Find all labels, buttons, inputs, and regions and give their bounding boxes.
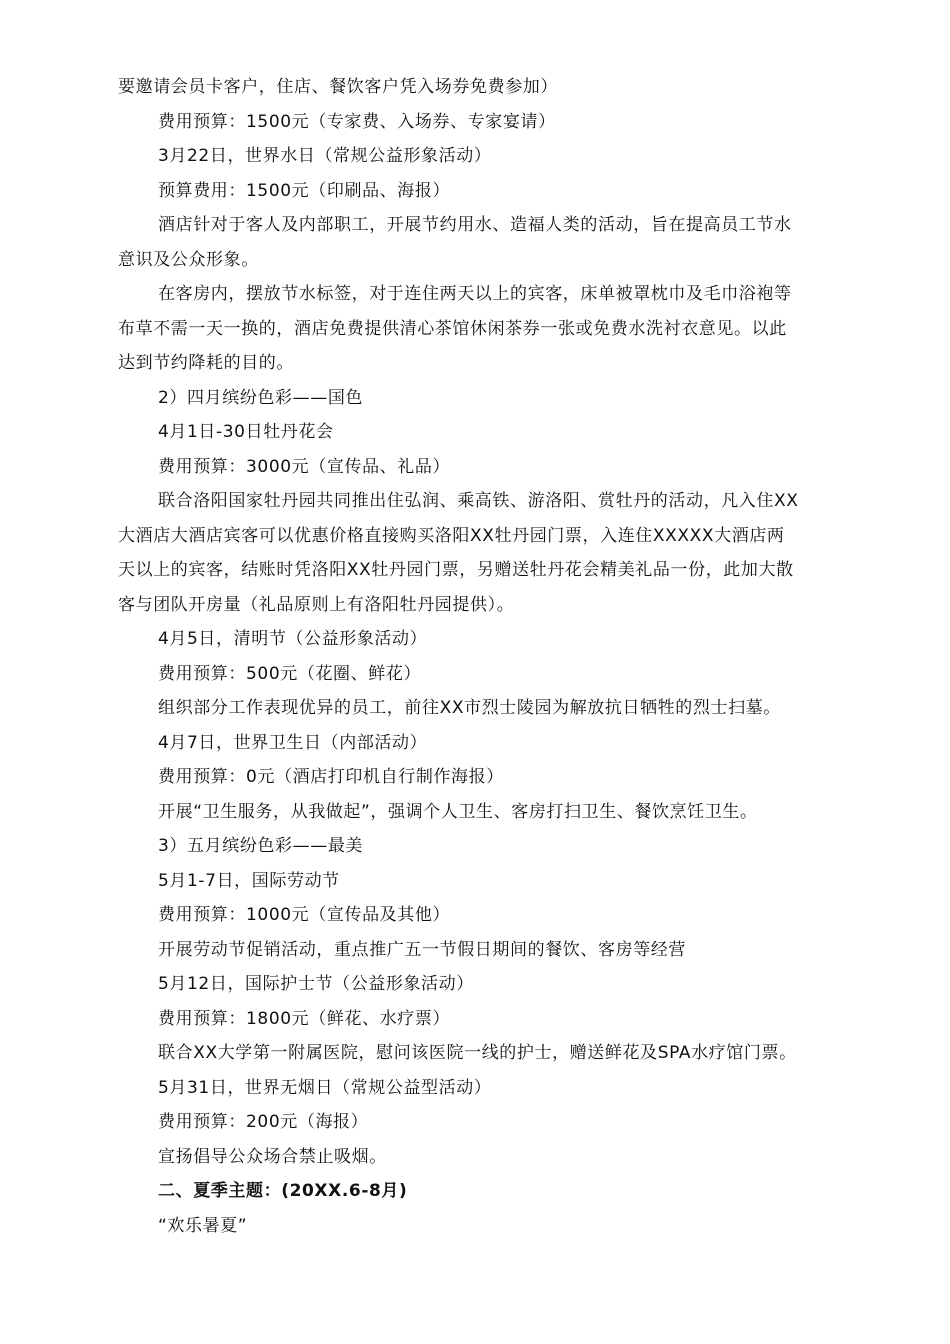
text-line: 预算费用：1500元（印刷品、海报） — [158, 180, 451, 201]
text-line: 4月5日，清明节（公益形象活动） — [158, 629, 428, 649]
text-line: 费用预算：1000元（宣传品及其他） — [158, 905, 451, 925]
text-line: 费用预算：200元（海报） — [158, 1112, 369, 1132]
text-line: 达到节约降耗的目的。 — [118, 353, 294, 373]
text-line: 费用预算：1500元（专家费、入场券、专家宴请） — [158, 111, 556, 132]
text-line: 意识及公众形象。 — [118, 249, 259, 270]
text-line: 客与团队开房量（礼品原则上有洛阳牡丹园提供）。 — [118, 594, 515, 615]
text-line: 费用预算：1800元（鲜花、水疗票） — [158, 1008, 451, 1029]
text-line: 5月31日，世界无烟日（常规公益型活动） — [158, 1077, 492, 1098]
text-line: 要邀请会员卡客户，住店、餐饮客户凭入场券免费参加） — [118, 77, 558, 97]
text-line: “欢乐暑夏” — [158, 1215, 248, 1236]
text-line: 布草不需一天一换的，酒店免费提供清心茶馆休闲茶券一张或免费水洗衬衣意见。以此 — [118, 318, 787, 339]
text-line: 3）五月缤纷色彩——最美 — [158, 836, 364, 856]
text-line: 酒店针对于客人及内部职工，开展节约用水、造福人类的活动，旨在提高员工节水 — [158, 215, 792, 235]
section-heading: 二、夏季主题：(20XX.6-8月) — [158, 1181, 408, 1201]
text-line: 5月12日，国际护士节（公益形象活动） — [158, 974, 474, 994]
text-line: 组织部分工作表现优异的员工，前往XX市烈士陵园为解放抗日牺牲的烈士扫墓。 — [158, 698, 781, 718]
text-line: 5月1-7日，国际劳动节 — [158, 870, 340, 891]
text-line: 在客房内，摆放节水标签，对于连住两天以上的宾客，床单被罩枕巾及毛巾浴袍等 — [158, 284, 792, 304]
text-line: 4月1日-30日牡丹花会 — [158, 422, 334, 442]
text-line: 费用预算：0元（酒店打印机自行制作海报） — [158, 767, 504, 787]
document-body — [118, 70, 838, 1243]
text-line: 联合洛阳国家牡丹园共同推出住弘润、乘高铁、游洛阳、赏牡丹的活动，凡入住XX — [158, 491, 799, 511]
text-line: 宣扬倡导公众场合禁止吸烟。 — [158, 1146, 387, 1167]
text-line: 2）四月缤纷色彩——国色 — [158, 387, 364, 408]
text-line: 开展“卫生服务，从我做起”，强调个人卫生、客房打扫卫生、餐饮烹饪卫生。 — [158, 801, 758, 822]
text-line: 费用预算：3000元（宣传品、礼品） — [158, 456, 451, 477]
text-line: 联合XX大学第一附属医院，慰问该医院一线的护士，赠送鲜花及SPA水疗馆门票。 — [158, 1043, 797, 1063]
text-line: 4月7日，世界卫生日（内部活动） — [158, 732, 428, 753]
text-line: 费用预算：500元（花圈、鲜花） — [158, 663, 422, 684]
text-line: 开展劳动节促销活动，重点推广五一节假日期间的餐饮、客房等经营 — [158, 939, 686, 960]
text-line: 大酒店大酒店宾客可以优惠价格直接购买洛阳XX牡丹园门票，入连住XXXXX大酒店两 — [118, 525, 785, 546]
text-line: 3月22日，世界水日（常规公益形象活动） — [158, 146, 492, 166]
text-line: 天以上的宾客，结账时凭洛阳XX牡丹园门票，另赠送牡丹花会精美礼品一份，此加大散 — [118, 560, 794, 580]
